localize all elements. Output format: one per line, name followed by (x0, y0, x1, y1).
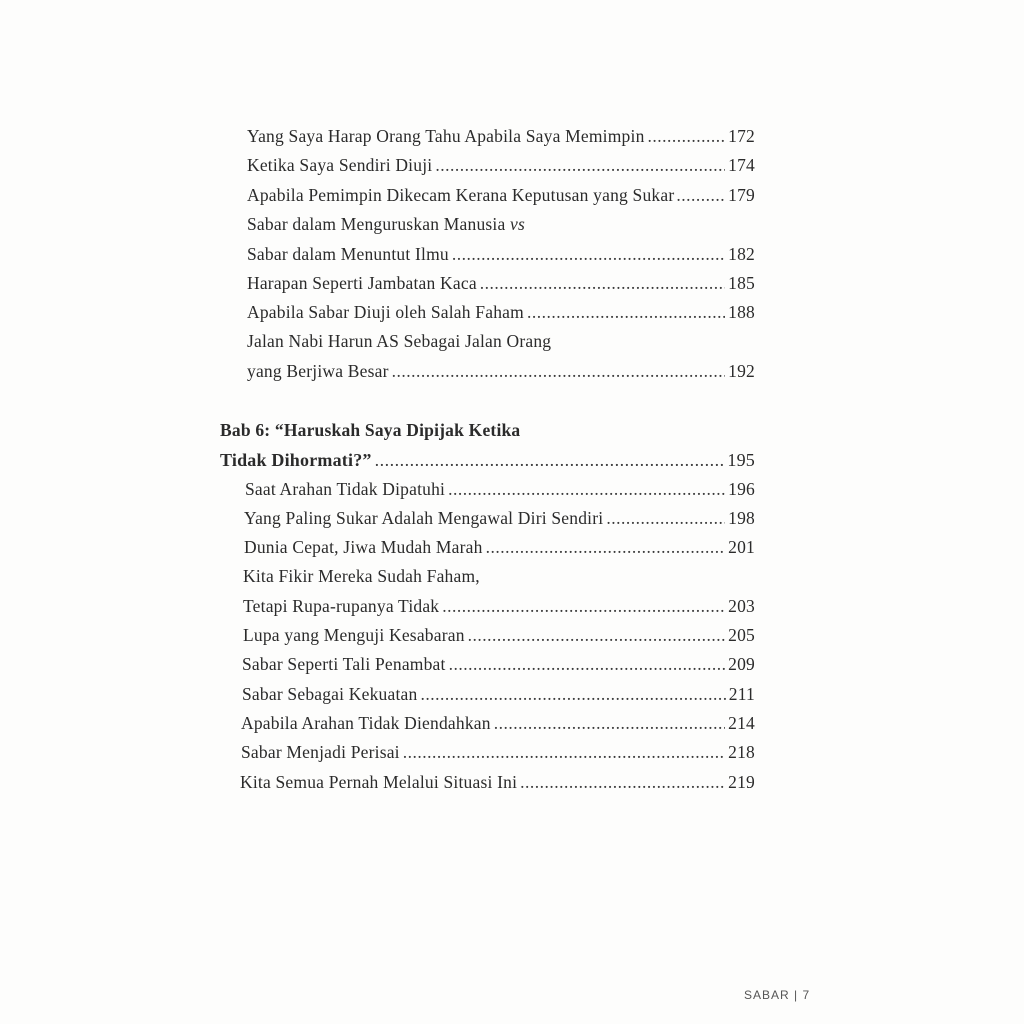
toc-leader-dots (520, 772, 725, 793)
toc-leader-dots (606, 508, 725, 529)
chapter-heading-line1: Bab 6: “Haruskah Saya Dipijak Ketika (220, 420, 521, 440)
toc-leader-dots (494, 713, 725, 734)
toc-leader-dots (392, 361, 726, 382)
toc-leader-dots (375, 450, 725, 471)
toc-leader-dots (676, 185, 726, 206)
chapter-heading-entry (220, 450, 755, 471)
toc-entry (242, 684, 755, 705)
toc-leader-dots (648, 126, 726, 147)
toc-entry (240, 772, 755, 793)
toc-entry-title-line1: Jalan Nabi Harun AS Sebagai Jalan Orang (247, 331, 552, 351)
toc-entry-page: 219 (728, 772, 755, 792)
toc-entry-title: Ketika Saya Sendiri Diuji (247, 155, 433, 175)
toc-entry-title-line1: Kita Fikir Mereka Sudah Faham, (243, 566, 480, 586)
toc-entry-page: 188 (728, 302, 755, 322)
toc-leader-dots (448, 479, 725, 500)
toc-leader-dots (527, 302, 725, 323)
chapter-heading-title: Tidak Dihormati?” (220, 450, 372, 470)
toc-entry-title: Sabar Menjadi Perisai (241, 742, 400, 762)
toc-entry-page: 211 (728, 684, 755, 704)
toc-leader-dots (435, 155, 725, 176)
toc-entry-page: 172 (728, 126, 755, 146)
toc-entry-title: Sabar dalam Menuntut Ilmu (247, 244, 449, 264)
toc-entry-page: 198 (728, 508, 755, 528)
toc-leader-dots (420, 684, 725, 705)
toc-entry-page: 203 (728, 596, 755, 616)
toc-entry-page: 201 (728, 537, 755, 557)
toc-leader-dots (486, 537, 726, 558)
toc-entry-vs: vs (510, 214, 525, 234)
toc-leader-dots (480, 273, 725, 294)
running-footer: SABAR | 7 (744, 988, 811, 1002)
toc-entry-title: Apabila Arahan Tidak Diendahkan (241, 713, 491, 733)
toc-entry-title: Yang Saya Harap Orang Tahu Apabila Saya Memimpin (247, 126, 645, 146)
toc-leader-dots (452, 244, 725, 265)
toc-entry-title: Apabila Sabar Diuji oleh Salah Faham (247, 302, 524, 322)
toc-entry (244, 508, 755, 529)
toc-entry-title: Tetapi Rupa-rupanya Tidak (243, 596, 440, 616)
toc-entry (245, 479, 755, 500)
toc-entry-title-text: Sabar dalam Menguruskan Manusia (247, 214, 506, 234)
toc-leader-dots (449, 654, 726, 675)
toc-entry (247, 126, 755, 147)
toc-entry-page: 182 (728, 244, 755, 264)
toc-entry-page: 174 (728, 155, 755, 175)
toc-entry (247, 185, 755, 206)
toc-entry (247, 155, 755, 176)
toc-entry (247, 244, 755, 265)
toc-entry-title: Yang Paling Sukar Adalah Mengawal Diri Sendiri (244, 508, 604, 528)
toc-entry-page: 218 (728, 742, 755, 762)
toc-entry-page: 179 (728, 185, 755, 205)
toc-entry (247, 361, 755, 382)
toc-entry (243, 596, 755, 617)
toc-entry (244, 537, 755, 558)
toc-entry-title: Harapan Seperti Jambatan Kaca (247, 273, 477, 293)
toc-entry-page: 196 (728, 479, 755, 499)
toc-entry (247, 273, 755, 294)
toc-entry-title: Sabar Sebagai Kekuatan (242, 684, 418, 704)
toc-entry-page: 192 (728, 361, 755, 381)
toc-entry-title: Lupa yang Menguji Kesabaran (243, 625, 465, 645)
toc-entry-page: 214 (728, 713, 755, 733)
toc-entry (241, 713, 755, 734)
toc-entry-title: Sabar Seperti Tali Penambat (242, 654, 446, 674)
toc-entry (242, 654, 755, 675)
toc-leader-dots (403, 742, 725, 763)
toc-leader-dots (468, 625, 725, 646)
toc-entry-page: 185 (728, 273, 755, 293)
toc-entry-title: Dunia Cepat, Jiwa Mudah Marah (244, 537, 483, 557)
toc-entry-title: yang Berjiwa Besar (247, 361, 389, 381)
toc-entry (247, 302, 755, 323)
toc-entry-page: 209 (728, 654, 755, 674)
toc-leader-dots (442, 596, 725, 617)
toc-entry-page: 205 (728, 625, 755, 645)
toc-entry-title: Kita Semua Pernah Melalui Situasi Ini (240, 772, 518, 792)
chapter-heading-page: 195 (727, 450, 755, 470)
toc-entry-title-line1 (247, 214, 525, 235)
toc-entry (241, 742, 755, 763)
toc-entry-title: Apabila Pemimpin Dikecam Kerana Keputusan yang Sukar (247, 185, 675, 205)
toc-entry (243, 625, 755, 646)
toc-entry-title: Saat Arahan Tidak Dipatuhi (245, 479, 446, 499)
